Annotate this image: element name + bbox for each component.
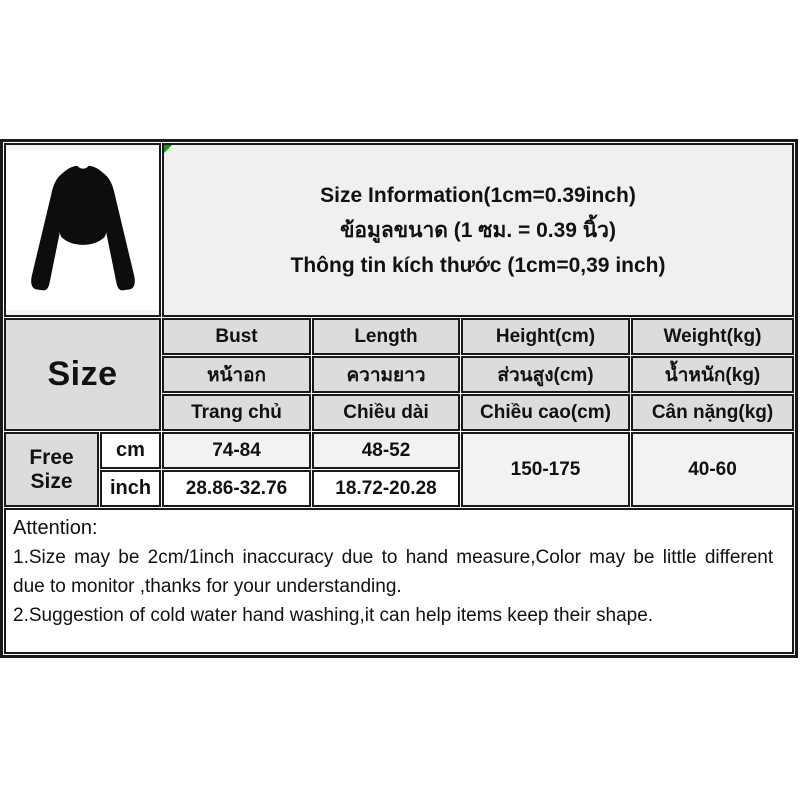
value-weight-range: 40-60 [631,432,794,507]
unit-label-inch: inch [100,470,161,507]
header-height-th: ส่วนสูง(cm) [461,356,630,393]
product-photo-cell [4,143,161,317]
title-vietnamese: Thông tin kích thước (1cm=0,39 inch) [290,253,666,277]
value-length-cm: 48-52 [312,432,460,469]
title-cell [162,143,794,317]
title-thai: ข้อมูลขนาด (1 ซม. = 0.39 นิ้ว) [340,218,616,242]
header-length-en: Length [312,318,460,355]
header-weight-vi: Cân nặng(kg) [631,394,794,431]
header-bust-th: หน้าอก [162,356,311,393]
header-height-vi: Chiều cao(cm) [461,394,630,431]
header-weight-en: Weight(kg) [631,318,794,355]
attention-note-1b: due to monitor ,thanks for your understanding. [13,576,402,597]
value-length-inch: 18.72-20.28 [312,470,460,507]
size-corner-cell: Size [4,318,161,431]
attention-note-1a: 1.Size may be 2cm/1inch inaccuracy due to hand measure,Color may be little different [13,547,774,568]
header-height-en: Height(cm) [461,318,630,355]
product-photo [6,145,159,315]
attention-heading: Attention: [13,517,98,539]
header-length-vi: Chiều dài [312,394,460,431]
title-english: Size Information(1cm=0.39inch) [320,183,636,207]
size-information-table [0,139,798,658]
value-bust-inch: 28.86-32.76 [162,470,311,507]
value-bust-cm: 74-84 [162,432,311,469]
black-crop-top-image [9,151,157,309]
attention-note-2: 2.Suggestion of cold water hand washing,it can help items keep their shape. [13,605,654,626]
header-weight-th: น้ำหนัก(kg) [631,356,794,393]
header-bust-en: Bust [162,318,311,355]
attention-section [4,508,794,654]
unit-label-cm: cm [100,432,161,469]
green-corner-marker-icon [164,145,172,153]
value-height-range: 150-175 [461,432,630,507]
header-bust-vi: Trang chủ [162,394,311,431]
header-length-th: ความยาว [312,356,460,393]
row-label-free-size: Free Size [4,432,99,507]
